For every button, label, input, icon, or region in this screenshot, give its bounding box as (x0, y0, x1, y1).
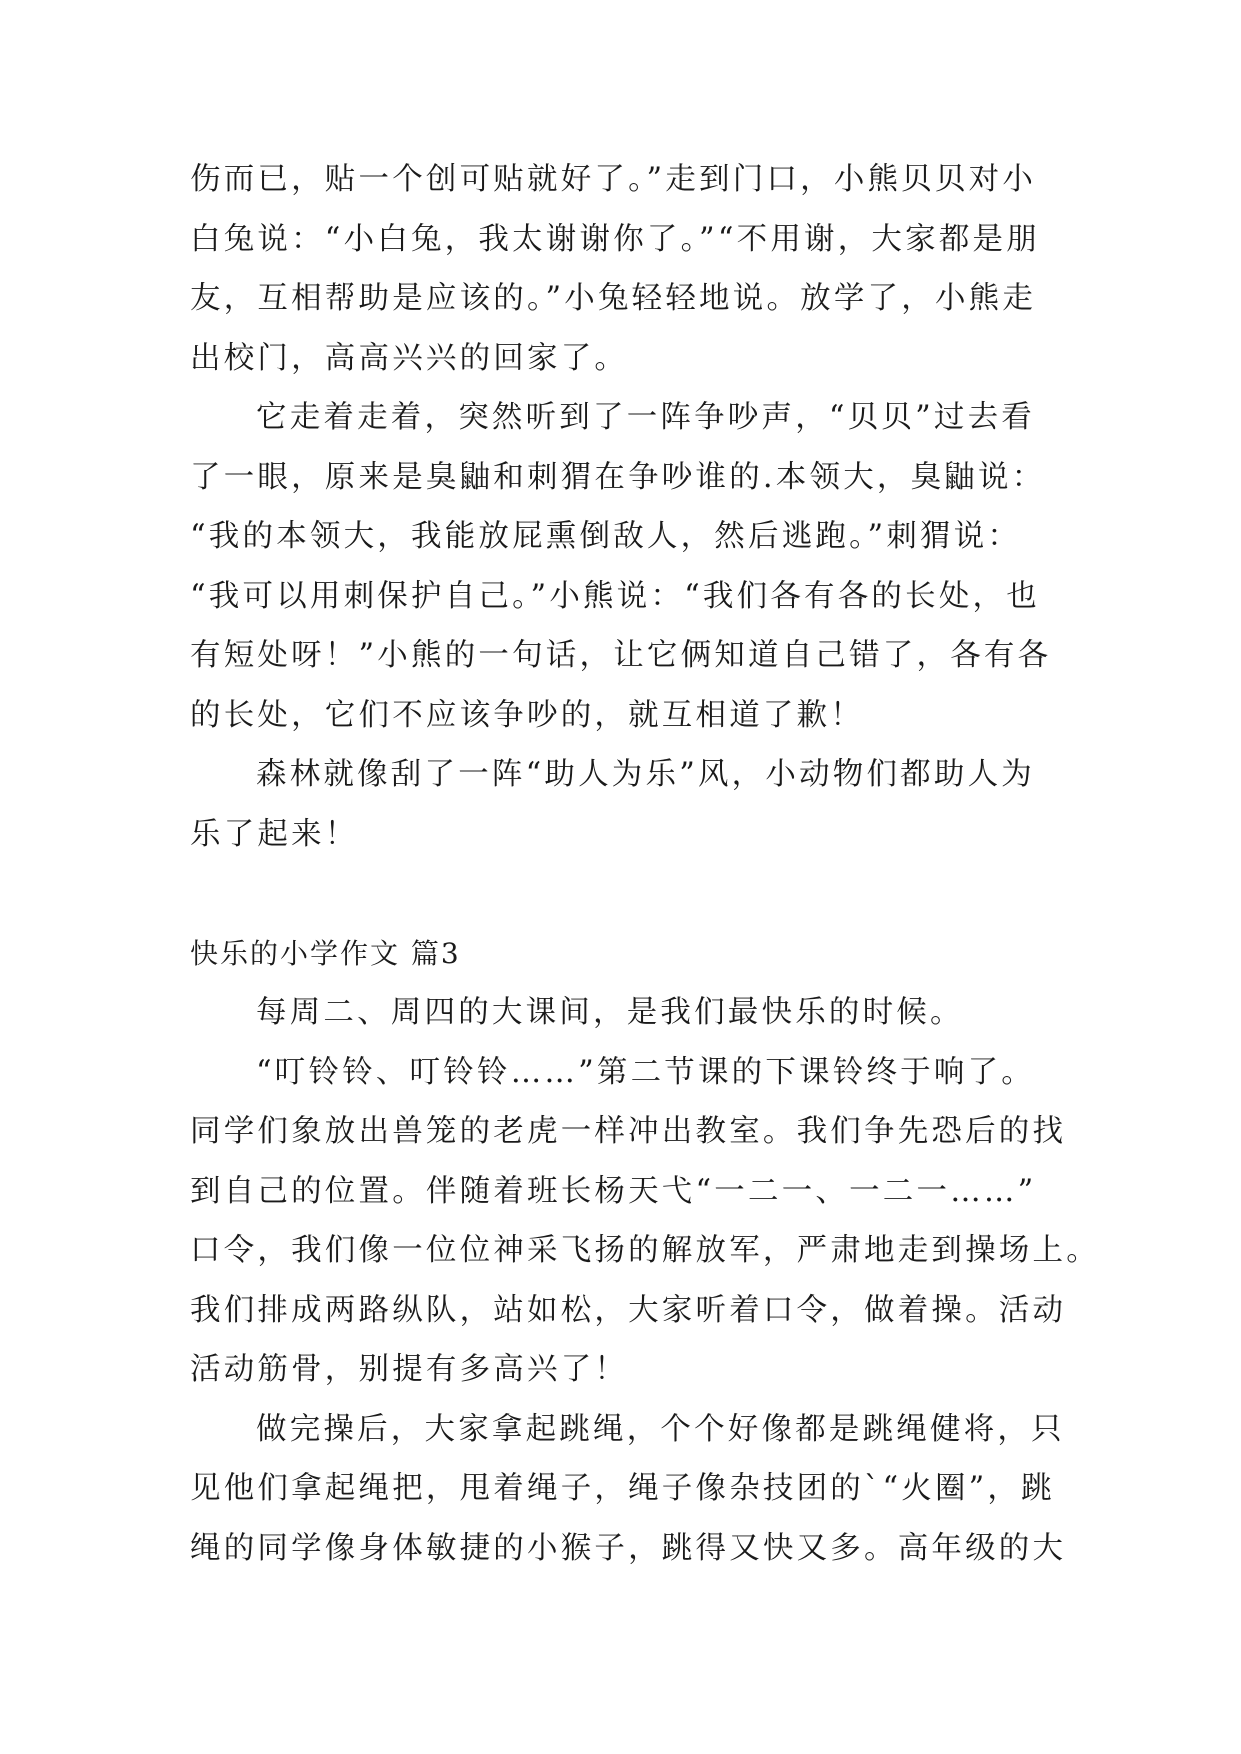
text-line: 我们排成两路纵队，站如松，大家听着口令，做着操。活动 (190, 1292, 1067, 1328)
paragraph (190, 983, 1050, 1043)
text-line: 乐了起来！ (190, 816, 359, 852)
paragraph (190, 388, 1050, 745)
text-line: 口令，我们像一位位神采飞扬的解放军，严肃地走到操场上。 (190, 1233, 1100, 1268)
text-line: 的长处，它们不应该争吵的，就互相道了歉！ (190, 697, 864, 733)
section-heading: 快乐的小学作文 篇3 (190, 936, 461, 970)
text-line: 它走着走着，突然听到了一阵争吵声，“贝贝”过去看 (256, 400, 1035, 435)
text-line: 活动筋骨，别提有多高兴了！ (190, 1352, 629, 1387)
paragraph (190, 150, 1050, 388)
text-line: 出校门，高高兴兴的回家了。 (190, 340, 629, 376)
section-spacer (190, 864, 1050, 924)
text-line: 同学们象放出兽笼的老虎一样冲出教室。我们争先恐后的找 (190, 1114, 1067, 1149)
text-line: “我可以用刺保护自己。”小熊说：“我们各有各的长处，也 (190, 578, 1040, 614)
text-line: 森林就像刮了一阵“助人为乐”风，小动物们都助人为 (256, 757, 1035, 792)
text-line: “叮铃铃、叮铃铃……”第二节课的下课铃终于响了。 (256, 1054, 1035, 1090)
text-line: “我的本领大，我能放屁熏倒敌人，然后逃跑。”刺猬说： (190, 519, 1022, 554)
text-line: 有短处呀！”小熊的一句话，让它俩知道自己错了，各有各 (190, 638, 1052, 673)
text-line: 了一眼，原来是臭鼬和刺猬在争吵谁的.本领大，臭鼬说： (190, 459, 1046, 495)
text-line: 每周二、周四的大课间，是我们最快乐的时候。 (256, 995, 964, 1030)
text-line: 见他们拿起绳把，甩着绳子，绳子像杂技团的`“火圈”，跳 (190, 1471, 1055, 1506)
text-line: 绳的同学像身体敏捷的小猴子，跳得又快又多。高年级的大 (190, 1530, 1067, 1566)
text-line: 友，互相帮助是应该的。”小兔轻轻地说。放学了，小熊走 (190, 281, 1037, 316)
paragraph (190, 745, 1050, 864)
text-line: 到自己的位置。伴随着班长杨天弋“一二一、一二一……” (190, 1173, 1037, 1209)
document-page (190, 150, 1100, 1578)
text-line: 伤而已，贴一个创可贴就好了。”走到门口，小熊贝贝对小 (190, 162, 1037, 197)
text-line: 白兔说：“小白兔，我太谢谢你了。”“不用谢，大家都是朋 (190, 221, 1040, 257)
paragraph (190, 1043, 1100, 1400)
paragraph (190, 1400, 1067, 1579)
text-line: 做完操后，大家拿起跳绳，个个好像都是跳绳健将，只 (256, 1411, 1065, 1447)
